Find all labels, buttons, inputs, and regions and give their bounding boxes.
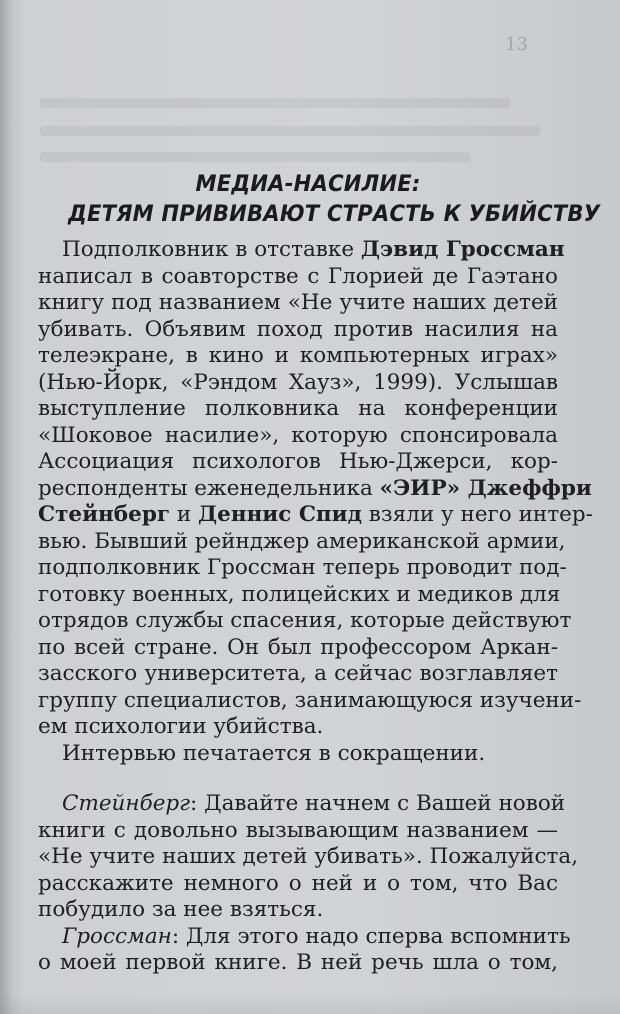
text-line: Интервью печатается в сокращении. <box>62 740 486 766</box>
text-line: расскажите немного о ней и о том, что Вас <box>38 870 558 896</box>
text-line: «Шоковое насилие», которую спонсировала <box>38 422 558 448</box>
text-line: по всей стране. Он был профессором Аркан- <box>38 634 558 660</box>
text-line: «Не учите наших детей убивать». Пожалуйста, <box>38 844 579 869</box>
text-line: о моей первой книге. В ней речь шла о том, <box>38 950 558 975</box>
text-line: телеэкране, в кино и компьютерных играх» <box>38 343 558 368</box>
text-line: книги с довольно вызывающим названием — <box>38 817 558 843</box>
article-title-line-1: МЕДИА-НАСИЛИЕ: <box>195 172 421 197</box>
text-line: засского университета, а сейчас возглавляет <box>38 661 558 686</box>
bleed-through-line <box>40 152 470 162</box>
author-name: Дэвид Гроссман <box>360 237 565 262</box>
text-line: ем психологии убийства. <box>38 714 324 739</box>
paragraph-gap <box>38 767 558 791</box>
article-title-line-2: ДЕТЯМ ПРИВИВАЮТ СТРАСТЬ К УБИЙСТВУ <box>68 202 601 227</box>
text-line: написал в соавторстве с Глорией де Гаэтано <box>38 263 558 289</box>
bleed-through-line <box>40 126 540 136</box>
text-line: книгу под названием «Не учите наших детей <box>38 290 558 315</box>
interviewer-name: Деннис Спид <box>198 502 362 527</box>
text-line: Стейнберг: Давайте начнем с Вашей новой <box>62 791 566 816</box>
answer-paragraph <box>38 923 571 977</box>
note-paragraph <box>38 741 558 768</box>
journal-and-name: «ЭИР» Джеффри <box>379 475 592 501</box>
interviewer-name: Стейнберг <box>38 502 171 527</box>
bleed-through-line <box>40 98 510 108</box>
article-body <box>38 237 593 977</box>
text-line: Ассоциация психологов Нью-Джерси, кор- <box>38 449 558 474</box>
article-title <box>68 170 601 230</box>
text-line: группу специалистов, занимающуюся изучени- <box>38 687 582 713</box>
scan-shadow-bottom <box>0 994 620 1014</box>
intro-paragraph <box>38 237 593 741</box>
text-line: отрядов службы спасения, которые действуют <box>38 608 572 633</box>
text-line: убивать. Объявим поход против насилия на <box>38 316 558 342</box>
scan-shadow-left <box>0 0 12 1014</box>
speaker-name: Гроссман <box>62 923 172 949</box>
text-line: побудило за нее взяться. <box>38 897 324 922</box>
speaker-name: Стейнберг <box>62 791 191 816</box>
ghost-page-number: 13 <box>505 34 528 55</box>
text-line: готовку военных, полицейских и медиков для <box>38 581 561 607</box>
text-line: подполковник Гроссман теперь проводит под- <box>38 555 567 580</box>
text-line: респонденты еженедельника «ЭИР» Джеффри <box>38 475 592 501</box>
question-paragraph <box>38 791 579 924</box>
text-line: Подполковник в отставке Дэвид Гроссман <box>62 237 565 262</box>
text-line: выступление полковника на конференции <box>38 396 558 421</box>
text-line: Гроссман: Для этого надо сперва вспомнить <box>62 923 571 949</box>
text-line: вью. Бывший рейнджер американской армии, <box>38 528 566 554</box>
text-line: Стейнберг и Деннис Спид взяли у него интер- <box>38 502 593 527</box>
text-line: (Нью-Йорк, «Рэндом Хауз», 1999). Услышав <box>38 369 558 395</box>
